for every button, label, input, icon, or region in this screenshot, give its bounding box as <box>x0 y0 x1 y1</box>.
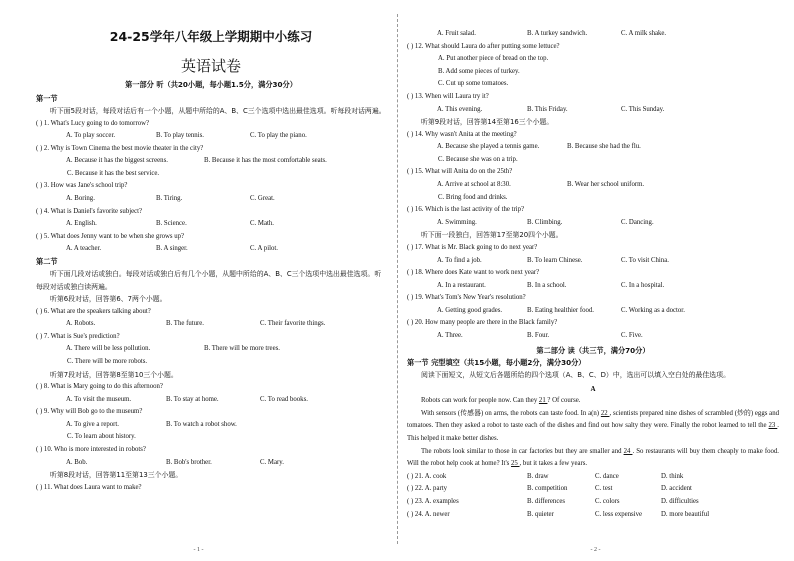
option-b: B. quieter <box>527 510 554 518</box>
question-14-option-c: C. Because she was on a trip. <box>438 155 518 163</box>
option-b: B. differences <box>527 497 565 505</box>
passage-text: With sensors (传感器) on arms, the robots can taste food. In a(n) <box>421 409 601 417</box>
option-b: B. To play tennis. <box>156 132 204 140</box>
question-14: ( ) 14. Why wasn't Anita at the meeting? <box>407 130 517 138</box>
page-2-content <box>407 28 779 521</box>
option-c: C. Their favorite things. <box>260 320 326 328</box>
passage-text: , scientists prepared nine dishes of scrambled (炒的) eggs and tomatoes. Then they asked a robot to taste each of the dishes and find out how salty they were. Finally the robot learned to tell the <box>407 409 779 430</box>
option-c: C. Math. <box>250 220 274 228</box>
question-6: ( ) 6. What are the speakers talking about? <box>36 307 151 315</box>
question-2-options <box>36 155 386 168</box>
option-a: A. Boring. <box>66 195 95 203</box>
passage-text: Robots can work for people now. Can they <box>421 397 539 405</box>
option-b: B. This Friday. <box>527 105 568 113</box>
option-b: B. Bob's brother. <box>166 458 212 466</box>
question-11-options <box>407 28 779 41</box>
option-a: A. This evening. <box>437 105 483 113</box>
option-d: D. difficulties <box>661 497 699 505</box>
question-18: ( ) 18. Where does Kate want to work next year? <box>407 269 540 277</box>
question-15: ( ) 15. What will Anita do on the 25th? <box>407 168 513 176</box>
option-a: A. Bob. <box>66 458 88 466</box>
question-15-options <box>407 179 779 192</box>
option-c: C. In a hospital. <box>621 281 665 289</box>
question-12-option-c: C. Cut up some tomatoes. <box>438 80 509 88</box>
option-c: C. test <box>595 485 613 493</box>
question-11: ( ) 11. What does Laura want to make? <box>36 483 142 491</box>
blank-23: 23 <box>768 422 778 430</box>
option-b: B. Climbing. <box>527 218 563 226</box>
question-2: ( ) 2. Why is Town Cinema the best movie theater in the city? <box>36 144 204 152</box>
option-a: A. English. <box>66 220 97 228</box>
question-7: ( ) 7. What is Sue's prediction? <box>36 332 120 340</box>
question-3: ( ) 3. How was Jane's school trip? <box>36 182 128 190</box>
option-b: B. The future. <box>166 320 205 328</box>
question-2-option-c: C. Because it has the best service. <box>67 169 160 177</box>
question-14-options <box>407 141 779 154</box>
option-b: B. A turkey sandwich. <box>527 30 588 37</box>
option-a: A. To visit the museum. <box>66 395 132 403</box>
page-2 <box>397 0 794 561</box>
option-c: C. Five. <box>621 332 643 340</box>
part1-heading: 第一部分 听（共20小题，每小题1.5分，满分30分） <box>125 80 297 89</box>
option-c: C. To read books. <box>260 395 308 403</box>
part2-heading: 第二部分 读（共三节，满分70分） <box>536 345 650 355</box>
option-c: C. less expensive <box>595 510 643 518</box>
option-a: A. To give a report. <box>66 420 120 428</box>
question-18-options <box>407 280 779 293</box>
option-b: B. Four. <box>527 332 550 340</box>
passage-text: . So restaurants will buy them cheaply to make food. Will the robot help cook at home? It's <box>407 447 779 468</box>
question-22-options <box>407 483 779 496</box>
question-21: ( ) 21. A. cook <box>407 472 447 480</box>
option-c: C. Mary. <box>260 458 284 466</box>
passage-paragraph-2 <box>407 408 779 446</box>
option-b: B. draw <box>527 472 549 480</box>
question-23: ( ) 23. A. examples <box>407 497 459 505</box>
question-24: ( ) 24. A. newer <box>407 510 450 518</box>
option-b: B. A singer. <box>156 245 188 253</box>
note-14-16: 听第9段对话，回答第14至第16三个小题。 <box>421 118 554 127</box>
option-c: C. dance <box>595 472 619 480</box>
question-13-options <box>407 104 779 117</box>
note-6-7: 听第6段对话，回答第6、7两个小题。 <box>50 295 167 304</box>
option-a: A. Because it has the biggest screens. <box>66 157 168 165</box>
question-12-option-b: B. Add some pieces of turkey. <box>438 67 520 75</box>
option-d: D. more beautiful <box>661 510 710 518</box>
passage-paragraph-3 <box>407 446 779 471</box>
option-c: C. A pilot. <box>250 245 278 253</box>
option-b: B. Eating healthier food. <box>527 306 595 314</box>
blank-21: 21 <box>538 397 548 405</box>
option-c: C. Working as a doctor. <box>621 306 685 314</box>
note-17-20: 听下面一段独白，回答第17至第20四个小题。 <box>421 231 563 240</box>
passage-paragraph-1 <box>407 395 779 408</box>
option-b: B. In a school. <box>527 281 567 289</box>
passage-label: A <box>590 385 596 394</box>
question-23-options <box>407 496 779 509</box>
question-5: ( ) 5. What does Jenny want to be when she grows up? <box>36 232 185 240</box>
option-a: A. To play soccer. <box>66 132 116 140</box>
option-c: C. This Sunday. <box>621 105 665 113</box>
question-1: ( ) 1. What's Lucy going to do tomorrow? <box>36 119 150 127</box>
option-b: B. There will be more trees. <box>204 345 280 353</box>
blank-22: 22 <box>600 409 610 417</box>
option-a: A. In a restaurant. <box>437 281 486 289</box>
option-d: D. think <box>661 472 684 480</box>
question-8-options <box>36 394 386 407</box>
option-a: A. Swimming. <box>437 218 477 226</box>
option-a: A. Robots. <box>66 320 96 328</box>
sec2-heading: 第二节 <box>36 257 58 267</box>
question-9-option-c: C. To learn about history. <box>67 433 136 441</box>
exam-subtitle: 英语试卷 <box>180 57 241 75</box>
question-3-options <box>36 193 386 206</box>
cloze-instructions: 阅读下面短文，从短文后各题所给的四个选项（A、B、C、D）中，选出可以填入空白处的最佳选项。 <box>421 370 730 379</box>
sec1-heading: 第一节 <box>36 94 58 103</box>
page-1-content <box>36 0 386 494</box>
blank-25: 25 <box>511 460 520 468</box>
passage-text: . This helped it make better dishes. <box>407 422 779 442</box>
option-a: A. There will be less pollution. <box>66 345 151 353</box>
question-10: ( ) 10. Who is more interested in robots? <box>36 445 146 453</box>
question-4-options <box>36 218 386 231</box>
option-b: B. To stay at home. <box>166 395 219 403</box>
option-a: A. Three. <box>437 332 463 340</box>
passage-text: , but it takes a few years. <box>519 460 588 468</box>
option-b: B. To learn Chinese. <box>527 256 583 264</box>
option-c: C. colors <box>595 497 620 505</box>
question-12: ( ) 12. What should Laura do after putting some lettuce? <box>407 42 560 50</box>
question-16-options <box>407 217 779 230</box>
question-20-options <box>407 330 779 343</box>
question-7-options <box>36 343 386 356</box>
option-a: A. Getting good grades. <box>437 306 503 314</box>
passage-text: The robots look similar to those in car factories but they are smaller and <box>421 447 624 455</box>
option-d: D. accident <box>661 485 692 493</box>
question-16: ( ) 16. Which is the last activity of the trip? <box>407 206 525 214</box>
option-a: A. A teacher. <box>66 245 102 253</box>
option-c: C. A milk shake. <box>621 30 667 37</box>
question-17: ( ) 17. What is Mr. Black going to do next year? <box>407 243 538 251</box>
page-number: - 1 - <box>193 547 204 553</box>
question-1-options <box>36 130 386 143</box>
question-5-options <box>36 243 386 256</box>
question-22: ( ) 22. A. party <box>407 485 448 493</box>
sec2-instructions: 听下面几段对话或独白。每段对话或独白后有几个小题，从题中所给的A、B、C三个选项中选出最佳选项。听每段对话或独白读两遍。 <box>36 270 382 291</box>
question-19-options <box>407 305 779 318</box>
blank-24: 24 <box>623 447 633 455</box>
option-b: B. Because it has the most comfortable seats. <box>204 157 327 165</box>
option-c: C. To play the piano. <box>250 132 307 140</box>
question-20: ( ) 20. How many people are there in the Black family? <box>407 319 558 327</box>
option-a: A. Because she played a tennis game. <box>437 143 540 151</box>
option-b: B. Because she had the flu. <box>567 143 641 151</box>
question-9-options <box>36 419 386 432</box>
question-15-option-c: C. Bring food and drinks. <box>438 193 508 201</box>
cloze-heading: 第一节 完型填空（共15小题，每小题2分，满分30分） <box>407 357 586 367</box>
question-6-options <box>36 318 386 331</box>
question-4: ( ) 4. What is Daniel's favorite subject? <box>36 207 143 215</box>
note-11-13: 听第8段对话，回答第11至第13三个小题。 <box>50 471 183 480</box>
option-b: B. Science. <box>156 220 187 228</box>
passage-text: ? Of course. <box>547 397 581 405</box>
question-21-options <box>407 471 779 484</box>
option-c: C. Great. <box>250 195 275 203</box>
page-number: - 2 - <box>590 547 601 553</box>
option-b: B. competition <box>527 485 568 493</box>
option-b: B. To watch a robot show. <box>166 420 237 428</box>
sec1-instructions: 听下面5段对话，每段对话后有一个小题，从题中所给的A、B、C三个选项中选出最佳选项。听每段对话两遍。 <box>50 107 386 115</box>
option-a: A. Arrive at school at 8:30. <box>437 181 511 189</box>
note-8-10: 听第7段对话，回答第8至第10三个小题。 <box>50 370 178 379</box>
question-9: ( ) 9. Why will Bob go to the museum? <box>36 408 143 416</box>
option-b: B. Wear her school uniform. <box>567 181 645 189</box>
question-8: ( ) 8. What is Mary going to do this afternoon? <box>36 383 163 390</box>
question-12-option-a: A. Put another piece of bread on the top. <box>438 55 549 63</box>
option-c: C. To visit China. <box>621 256 669 264</box>
option-b: B. Tiring. <box>156 195 183 203</box>
question-7-option-c: C. There will be more robots. <box>67 357 148 365</box>
question-24-options <box>407 509 779 522</box>
option-a: A. To find a job. <box>437 256 482 264</box>
question-19: ( ) 19. What's Tom's New Year's resolution? <box>407 294 526 302</box>
question-17-options <box>407 255 779 268</box>
exam-title: 24-25学年八年级上学期期中小练习 <box>109 29 313 44</box>
question-10-options <box>36 457 386 470</box>
option-c: C. Dancing. <box>621 218 654 226</box>
option-a: A. Fruit salad. <box>437 30 476 37</box>
question-13: ( ) 13. When will Laura try it? <box>407 92 489 100</box>
